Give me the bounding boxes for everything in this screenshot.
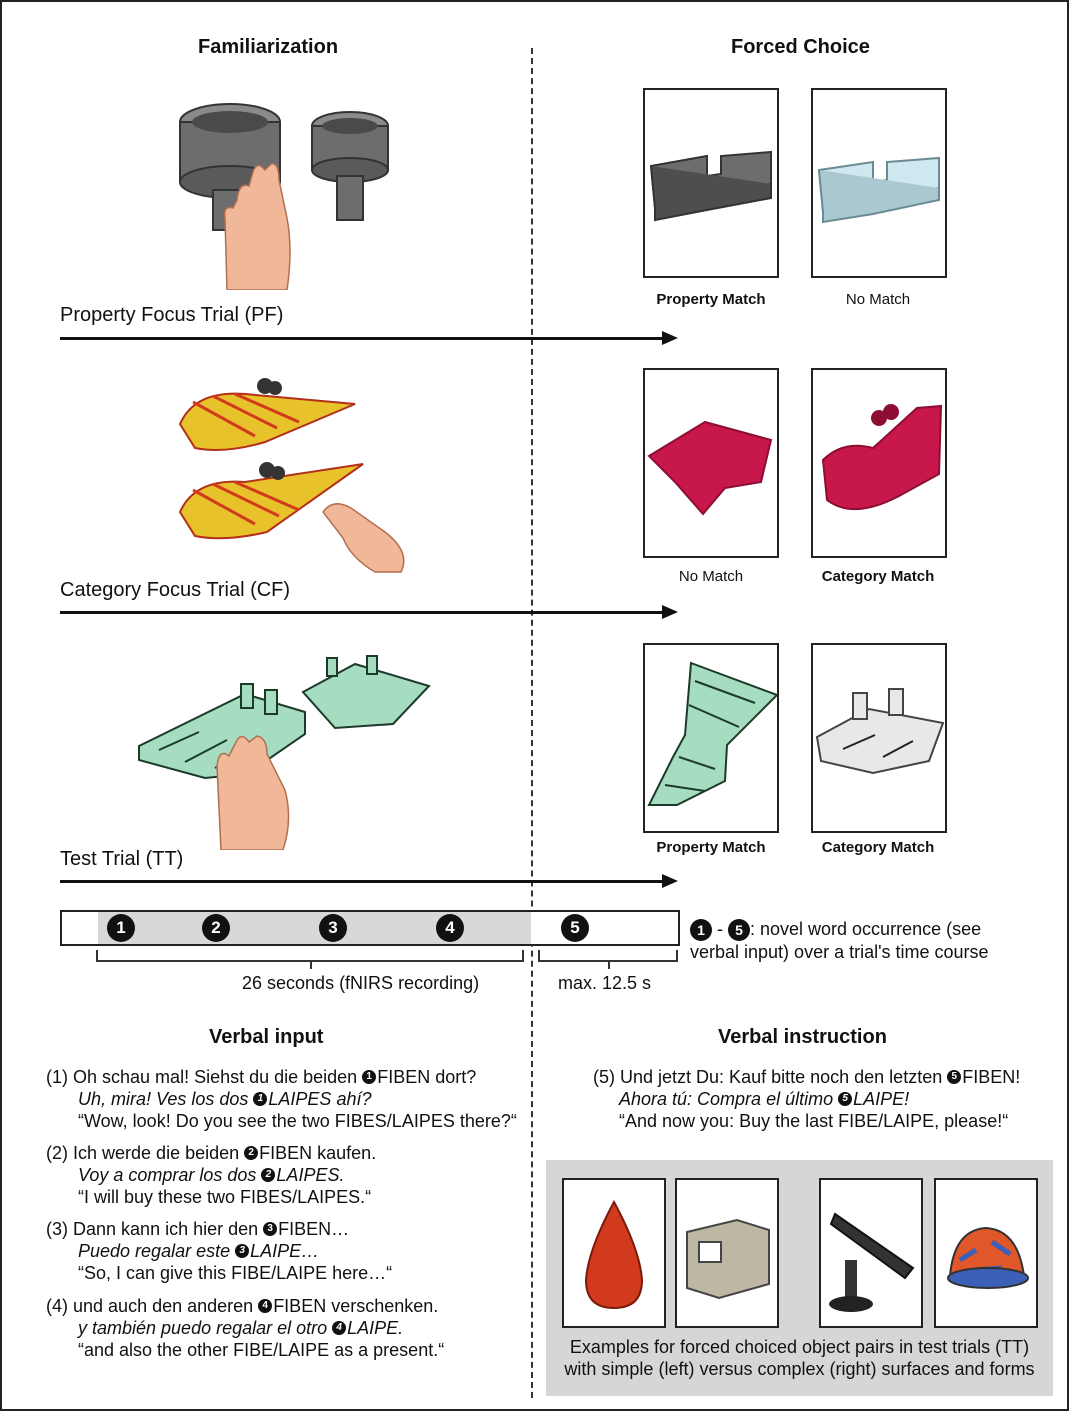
item-number: (4)	[46, 1296, 68, 1316]
word-marker: 5	[947, 1070, 961, 1084]
max-duration-brace	[538, 950, 678, 962]
tt-time-arrow	[60, 880, 662, 883]
tt-right-caption: Category Match	[821, 839, 935, 856]
item-german-word: FIBEN!	[962, 1067, 1021, 1087]
item-german-word: FIBEN dort?	[377, 1067, 477, 1087]
pf-trial-label: Property Focus Trial (PF)	[60, 304, 284, 326]
timeline-marker-5: 5	[561, 914, 589, 942]
item-english: “So, I can give this FIBE/LAIPE here…“	[78, 1263, 393, 1283]
examples-panel	[546, 1160, 1053, 1396]
legend-marker-start: 1	[690, 919, 712, 941]
timeline-marker-2: 2	[202, 914, 230, 942]
familiarization-header: Familiarization	[198, 36, 339, 58]
item-german: und auch den anderen	[73, 1296, 259, 1316]
item-number: (1)	[46, 1067, 68, 1087]
pf-property-match-image	[643, 88, 779, 278]
cf-left-caption: No Match	[678, 568, 744, 585]
recording-brace	[96, 950, 524, 962]
item-german: Dann kann ich hier den	[73, 1219, 264, 1239]
verbal-input-item-1	[46, 1066, 517, 1132]
word-marker: 1	[362, 1070, 376, 1084]
pf-no-match-image	[811, 88, 947, 278]
item-number: (2)	[46, 1143, 68, 1163]
cf-time-arrow	[60, 611, 662, 614]
legend-marker-end: 5	[728, 919, 750, 941]
pf-right-caption: No Match	[845, 291, 911, 308]
cf-familiarization-objects	[175, 372, 415, 577]
item-german: Oh schau mal! Siehst du die beiden	[73, 1067, 363, 1087]
item-english: “And now you: Buy the last FIBE/LAIPE, please!“	[619, 1111, 1009, 1131]
verbal-input-item-4	[46, 1295, 444, 1361]
item-number: (5)	[593, 1067, 615, 1087]
item-spanish-word: LAIPE!	[853, 1089, 910, 1109]
tt-familiarization-objects	[135, 650, 435, 850]
examples-caption-line2: with simple (left) versus complex (right) surfaces and forms	[564, 1359, 1035, 1379]
verbal-input-item-2	[46, 1142, 376, 1208]
item-german-word: FIBEN…	[278, 1219, 350, 1239]
tt-left-caption: Property Match	[656, 839, 766, 856]
verbal-instruction-item-5	[593, 1066, 1020, 1132]
item-spanish: Ahora tú: Compra el último	[619, 1089, 839, 1109]
trial-timeline	[60, 910, 680, 946]
tt-category-match-image	[811, 643, 947, 833]
item-english: “I will buy these two FIBES/LAIPES.“	[78, 1187, 372, 1207]
timeline-legend	[690, 918, 989, 963]
legend-text-line1: : novel word occurrence (see	[750, 919, 982, 939]
item-spanish-word: LAIPES ahí?	[268, 1089, 372, 1109]
word-marker: 5	[838, 1092, 852, 1106]
timeline-marker-3: 3	[319, 914, 347, 942]
tt-trial-label: Test Trial (TT)	[60, 848, 184, 870]
item-spanish: y también puedo regalar el otro	[78, 1318, 333, 1338]
cf-category-match-image	[811, 368, 947, 558]
item-spanish-word: LAIPES.	[276, 1165, 345, 1185]
item-english: “Wow, look! Do you see the two FIBES/LAIPES there?“	[78, 1111, 517, 1131]
examples-caption-line1: Examples for forced choiced object pairs in test trials (TT)	[569, 1337, 1030, 1357]
example-complex-1	[819, 1178, 923, 1328]
item-german-word: FIBEN kaufen.	[259, 1143, 377, 1163]
cf-no-match-image	[643, 368, 779, 558]
verbal-input-title: Verbal input	[209, 1026, 324, 1048]
pf-left-caption: Property Match	[656, 291, 766, 308]
legend-dash: -	[712, 919, 728, 939]
cf-trial-label: Category Focus Trial (CF)	[60, 579, 291, 601]
examples-caption	[546, 1336, 1053, 1380]
phase-divider	[531, 48, 533, 1398]
item-spanish-word: LAIPE…	[250, 1241, 320, 1261]
verbal-instruction-title: Verbal instruction	[718, 1026, 887, 1048]
item-english: “and also the other FIBE/LAIPE as a present.“	[78, 1340, 445, 1360]
tt-property-match-image	[643, 643, 779, 833]
timeline-marker-4: 4	[436, 914, 464, 942]
pf-familiarization-objects	[175, 100, 405, 290]
example-complex-2	[934, 1178, 1038, 1328]
word-marker: 1	[253, 1092, 267, 1106]
example-simple-1	[562, 1178, 666, 1328]
verbal-input-item-3	[46, 1218, 392, 1284]
cf-right-caption: Category Match	[821, 568, 935, 585]
item-spanish: Voy a comprar los dos	[78, 1165, 262, 1185]
item-german-word: FIBEN verschenken.	[273, 1296, 439, 1316]
word-marker: 3	[263, 1222, 277, 1236]
pf-time-arrow	[60, 337, 662, 340]
timeline-marker-1: 1	[107, 914, 135, 942]
word-marker: 3	[235, 1244, 249, 1258]
item-number: (3)	[46, 1219, 68, 1239]
example-simple-2	[675, 1178, 779, 1328]
recording-duration-label: 26 seconds (fNIRS recording)	[242, 973, 480, 993]
word-marker: 2	[244, 1146, 258, 1160]
item-spanish: Puedo regalar este	[78, 1241, 236, 1261]
item-german: Und jetzt Du: Kauf bitte noch den letzten	[620, 1067, 948, 1087]
max-duration-label: max. 12.5 s	[558, 973, 652, 993]
timeline-recording-span	[98, 912, 531, 944]
legend-text-line2: verbal input) over a trial's time course	[690, 942, 989, 962]
word-marker: 4	[332, 1321, 346, 1335]
word-marker: 4	[258, 1299, 272, 1313]
forced-choice-header: Forced Choice	[731, 36, 870, 58]
item-spanish: Uh, mira! Ves los dos	[78, 1089, 254, 1109]
item-spanish-word: LAIPE.	[347, 1318, 404, 1338]
item-german: Ich werde die beiden	[73, 1143, 245, 1163]
word-marker: 2	[261, 1168, 275, 1182]
